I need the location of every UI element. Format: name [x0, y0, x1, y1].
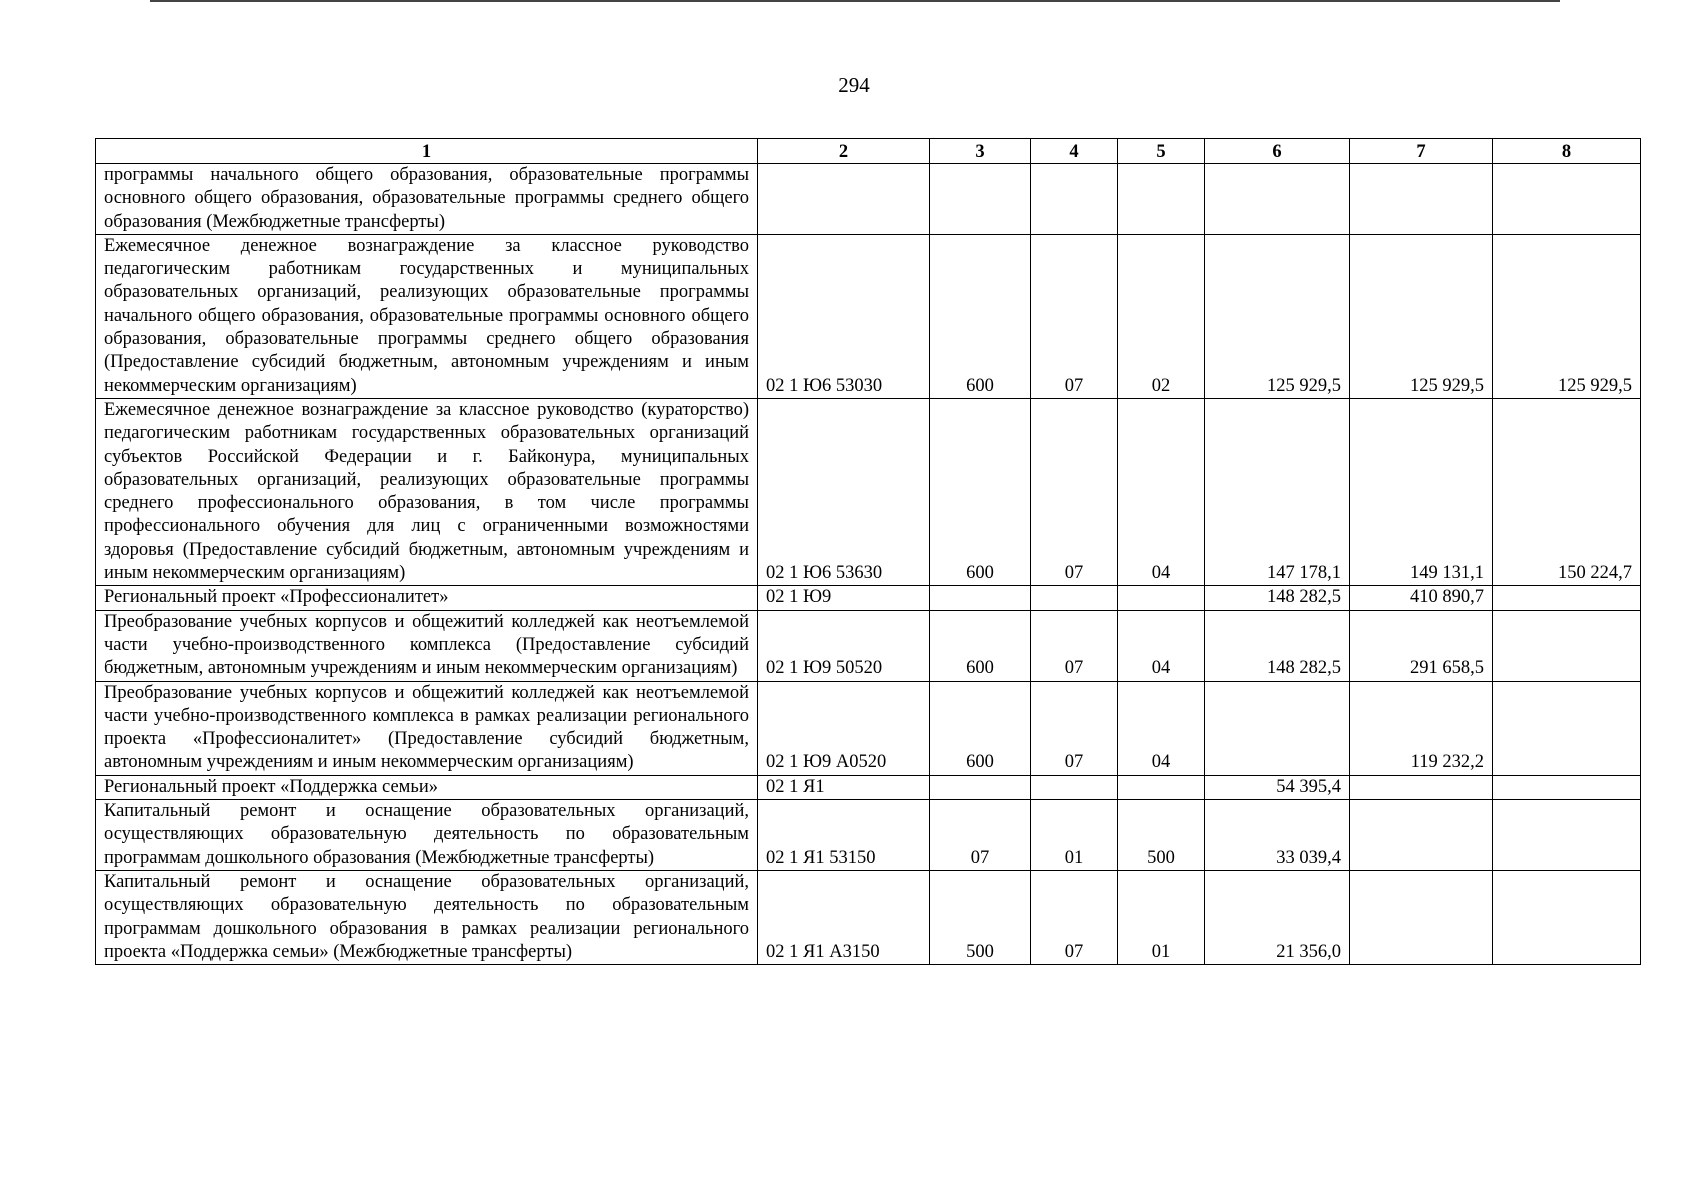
table-row: [96, 610, 1641, 681]
cell-col3: 600: [930, 398, 1031, 585]
target-article-code: 02 1 Ю9 А0520: [758, 681, 930, 775]
cell-col5: [1118, 586, 1205, 610]
amount-col7: 125 929,5: [1350, 234, 1493, 398]
cell-col3: 500: [930, 870, 1031, 964]
header-row: [96, 139, 1641, 164]
cell-col4: 07: [1031, 870, 1118, 964]
cell-col4: 07: [1031, 398, 1118, 585]
amount-col8: 150 224,7: [1493, 398, 1641, 585]
amount-col7: [1350, 775, 1493, 799]
column-header: 7: [1350, 139, 1493, 164]
column-header: 4: [1031, 139, 1118, 164]
column-header: 6: [1205, 139, 1350, 164]
table-row: [96, 398, 1641, 585]
row-description: Капитальный ремонт и оснащение образовательных организаций, осуществляющих образовательную деятельность по образовательным программам дошкольного образования в рамках реализации регионального проекта «Поддержка семьи» (Межбюджетные трансферты): [96, 870, 758, 964]
target-article-code: 02 1 Я1: [758, 775, 930, 799]
cell-col3: [930, 586, 1031, 610]
amount-col6: 148 282,5: [1205, 610, 1350, 681]
column-header: 3: [930, 139, 1031, 164]
cell-col5: 04: [1118, 398, 1205, 585]
amount-col7: [1350, 164, 1493, 235]
cell-col5: 500: [1118, 800, 1205, 871]
cell-col3: 600: [930, 681, 1031, 775]
budget-table: [95, 138, 1641, 965]
target-article-code: 02 1 Я1 53150: [758, 800, 930, 871]
amount-col8: [1493, 870, 1641, 964]
column-header: 8: [1493, 139, 1641, 164]
cell-col4: 07: [1031, 681, 1118, 775]
row-description: Ежемесячное денежное вознаграждение за классное руководство педагогическим работникам государственных и муниципальных образовательных организаций, реализующих образовательные программы начального общего образования, образовательные программы основного общего образования, образовательные программы среднего общего образования (Предоставление субсидий бюджетным, автономным учреждениям и иным некоммерческим организациям): [96, 234, 758, 398]
amount-col8: [1493, 800, 1641, 871]
target-article-code: 02 1 Ю9: [758, 586, 930, 610]
table-row: [96, 234, 1641, 398]
amount-col6: 33 039,4: [1205, 800, 1350, 871]
cell-col3: 600: [930, 610, 1031, 681]
cell-col4: 07: [1031, 234, 1118, 398]
cell-col5: 04: [1118, 681, 1205, 775]
amount-col6: 21 356,0: [1205, 870, 1350, 964]
row-description: Региональный проект «Профессионалитет»: [96, 586, 758, 610]
amount-col7: 410 890,7: [1350, 586, 1493, 610]
amount-col7: [1350, 800, 1493, 871]
target-article-code: [758, 164, 930, 235]
table-row: [96, 681, 1641, 775]
cell-col3: 07: [930, 800, 1031, 871]
cell-col4: [1031, 164, 1118, 235]
amount-col8: [1493, 586, 1641, 610]
cell-col5: [1118, 775, 1205, 799]
amount-col8: [1493, 775, 1641, 799]
row-description: Капитальный ремонт и оснащение образовательных организаций, осуществляющих образовательную деятельность по образовательным программам дошкольного образования (Межбюджетные трансферты): [96, 800, 758, 871]
amount-col6: [1205, 164, 1350, 235]
target-article-code: 02 1 Я1 А3150: [758, 870, 930, 964]
table-row: [96, 800, 1641, 871]
amount-col7: [1350, 870, 1493, 964]
cell-col5: 01: [1118, 870, 1205, 964]
amount-col7: 149 131,1: [1350, 398, 1493, 585]
amount-col6: [1205, 681, 1350, 775]
amount-col6: 147 178,1: [1205, 398, 1350, 585]
cell-col4: [1031, 586, 1118, 610]
target-article-code: 02 1 Ю9 50520: [758, 610, 930, 681]
top-border-line: [150, 0, 1560, 2]
cell-col4: [1031, 775, 1118, 799]
target-article-code: 02 1 Ю6 53030: [758, 234, 930, 398]
cell-col5: 04: [1118, 610, 1205, 681]
column-header: 5: [1118, 139, 1205, 164]
row-description: Ежемесячное денежное вознаграждение за классное руководство (кураторство) педагогическим работникам государственных образовательных организаций субъектов Российской Федерации и г. Байконура, муниципальных образовательных организаций, реализующих образовательные программы среднего профессионального образования, в том числе программы профессионального обучения для лиц с ограниченными возможностями здоровья (Предоставление субсидий бюджетным, автономным учреждениям и иным некоммерческим организациям): [96, 398, 758, 585]
amount-col8: [1493, 610, 1641, 681]
cell-col3: [930, 775, 1031, 799]
cell-col3: 600: [930, 234, 1031, 398]
table-row: [96, 870, 1641, 964]
cell-col4: 07: [1031, 610, 1118, 681]
cell-col5: [1118, 164, 1205, 235]
column-header: 1: [96, 139, 758, 164]
amount-col8: 125 929,5: [1493, 234, 1641, 398]
cell-col4: 01: [1031, 800, 1118, 871]
table-row: [96, 775, 1641, 799]
amount-col8: [1493, 681, 1641, 775]
amount-col6: 148 282,5: [1205, 586, 1350, 610]
row-description: Региональный проект «Поддержка семьи»: [96, 775, 758, 799]
row-description: Преобразование учебных корпусов и общежитий колледжей как неотъемлемой части учебно-производственного комплекса (Предоставление субсидий бюджетным, автономным учреждениям и иным некоммерческим организациям): [96, 610, 758, 681]
amount-col8: [1493, 164, 1641, 235]
amount-col6: 54 395,4: [1205, 775, 1350, 799]
amount-col6: 125 929,5: [1205, 234, 1350, 398]
target-article-code: 02 1 Ю6 53630: [758, 398, 930, 585]
cell-col5: 02: [1118, 234, 1205, 398]
column-header: 2: [758, 139, 930, 164]
row-description: Преобразование учебных корпусов и общежитий колледжей как неотъемлемой части учебно-производственного комплекса в рамках реализации регионального проекта «Профессионалитет» (Предоставление субсидий бюджетным, автономным учреждениям и иным некоммерческим организациям): [96, 681, 758, 775]
page-number: 294: [838, 73, 870, 97]
table-row: [96, 164, 1641, 235]
row-description: программы начального общего образования, образовательные программы основного общего образования, образовательные программы среднего общего образования (Межбюджетные трансферты): [96, 164, 758, 235]
amount-col7: 119 232,2: [1350, 681, 1493, 775]
amount-col7: 291 658,5: [1350, 610, 1493, 681]
table-row: [96, 586, 1641, 610]
cell-col3: [930, 164, 1031, 235]
